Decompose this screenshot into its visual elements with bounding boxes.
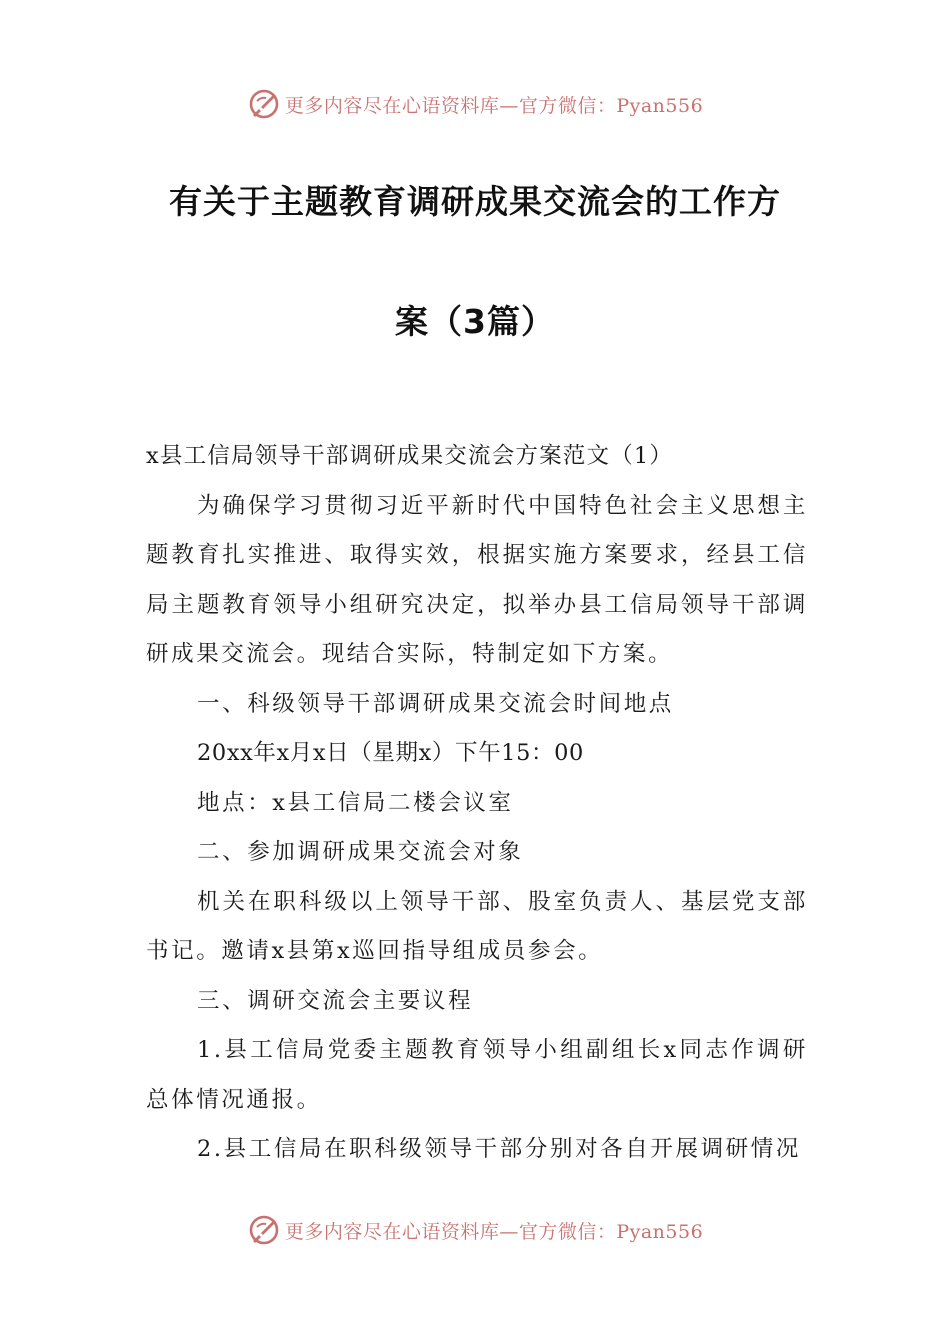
heading-agenda: 三、调研交流会主要议程 <box>197 987 474 1014</box>
header-watermark-text: 更多内容尽在心语资料库—官方微信：Pyan556 <box>284 94 704 117</box>
paragraph-date-time: 20xx年x月x日（星期x）下午15：00 <box>197 740 584 766</box>
footer-watermark-text: 更多内容尽在心语资料库—官方微信：Pyan556 <box>284 1220 704 1243</box>
footer-watermark-banner <box>0 1208 950 1252</box>
paragraph-intro: 为确保学习贯彻习近平新时代中国特色社会主义思想主题教育扎实推进、取得实效，根据实施方案要求，经县工信局主题教育领导小组研究决定，拟举办县工信局领导干部调研成果交流会。现结合实际，特制定如下方案。 <box>146 492 808 667</box>
section-title: x县工信局领导干部调研成果交流会方案范文（1） <box>146 443 674 469</box>
header-watermark-banner <box>0 82 950 126</box>
document-title-line-1: 有关于主题教育调研成果交流会的工作方 <box>169 182 781 221</box>
agenda-item-1: 1.县工信局党委主题教育领导小组副组长x同志作调研总体情况通报。 <box>146 1037 808 1113</box>
pen-nib-circle-icon <box>247 87 281 121</box>
paragraph-attendees: 机关在职科级以上领导干部、股室负责人、基层党支部书记。邀请x县第x巡回指导组成员参会。 <box>146 888 808 964</box>
paragraph-location: 地点：x县工信局二楼会议室 <box>197 789 514 816</box>
agenda-item-2: 2.县工信局在职科级领导干部分别对各自开展调研情况 <box>197 1136 801 1162</box>
heading-time-location: 一、科级领导干部调研成果交流会时间地点 <box>197 690 674 717</box>
pen-nib-circle-icon <box>247 1213 281 1247</box>
heading-attendees: 二、参加调研成果交流会对象 <box>197 839 524 865</box>
document-title-line-2: 案（3篇） <box>395 302 555 341</box>
document-body <box>146 432 808 1175</box>
